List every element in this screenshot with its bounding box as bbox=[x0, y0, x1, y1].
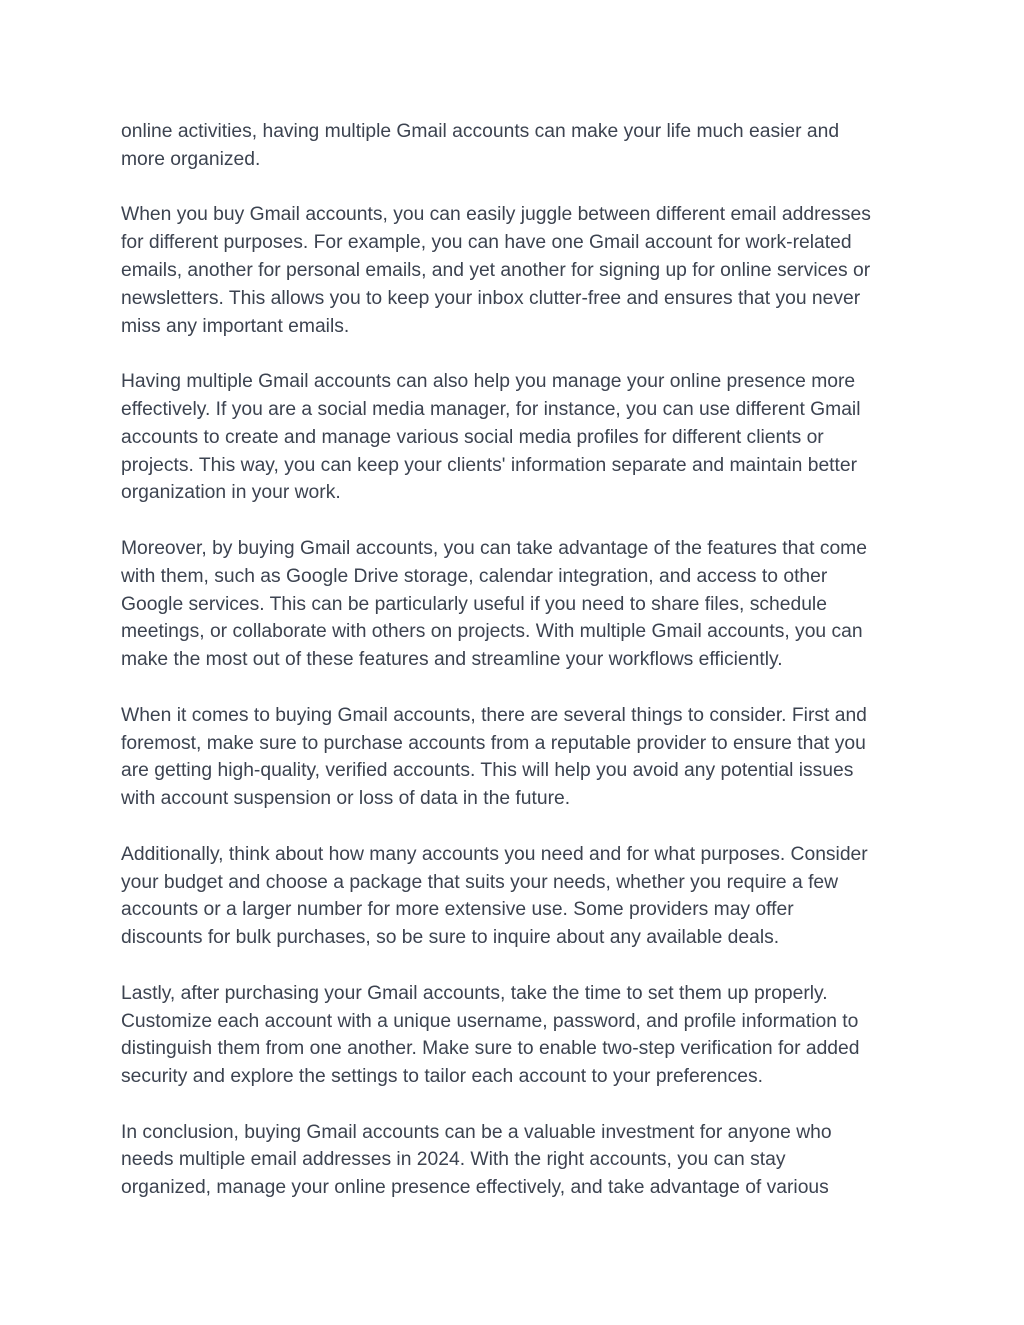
paragraph-7: Lastly, after purchasing your Gmail accounts, take the time to set them up properly. Customize each account with a unique username, password, and profile information to distinguish them from one another. Make sure to enable two-step verification for added security and explore the settings to tailor each account to your preferences. bbox=[121, 982, 860, 1088]
paragraph-4: Moreover, by buying Gmail accounts, you can take advantage of the features that come with them, such as Google Drive storage, calendar integration, and access to other Google services. This can be particularly useful if you need to share files, schedule meetings, or collaborate with others on projects. With multiple Gmail accounts, you can make the most out of these features and streamline your workflows efficiently. bbox=[121, 537, 867, 671]
paragraph-1: online activities, having multiple Gmail accounts can make your life much easier and more organized. bbox=[121, 121, 840, 170]
paragraph-6: Additionally, think about how many accounts you need and for what purposes. Consider your budget and choose a package that suits your needs, whether you require a few accounts or a larger number for more extensive use. Some providers may offer discounts for bulk purchases, so be sure to inquire about any available deals. bbox=[121, 843, 868, 949]
paragraph-3: Having multiple Gmail accounts can also help you manage your online presence more effectively. If you are a social media manager, for instance, you can use different Gmail accounts to create and manage various social media profiles for different clients or projects. This way, you can keep your clients' information separate and maintain better organization in your work. bbox=[121, 371, 861, 504]
document-page bbox=[121, 118, 911, 1202]
paragraph-2: When you buy Gmail accounts, you can easily juggle between different email addresses for different purposes. For example, you can have one Gmail account for work-related emails, another for personal emails, and yet another for signing up for online services or newsletters. This allows you to keep your inbox clutter-free and ensures that you never miss any important emails. bbox=[121, 204, 871, 337]
paragraph-5: When it comes to buying Gmail accounts, there are several things to consider. First and foremost, make sure to purchase accounts from a reputable provider to ensure that you are getting high-quality, verified accounts. This will help you avoid any potential issues with account suspension or loss of data in the future. bbox=[121, 704, 867, 810]
paragraph-8: In conclusion, buying Gmail accounts can be a valuable investment for anyone who needs multiple email addresses in 2024. With the right accounts, you can stay organized, manage your online presence effectively, and take advantage of various bbox=[121, 1121, 832, 1199]
